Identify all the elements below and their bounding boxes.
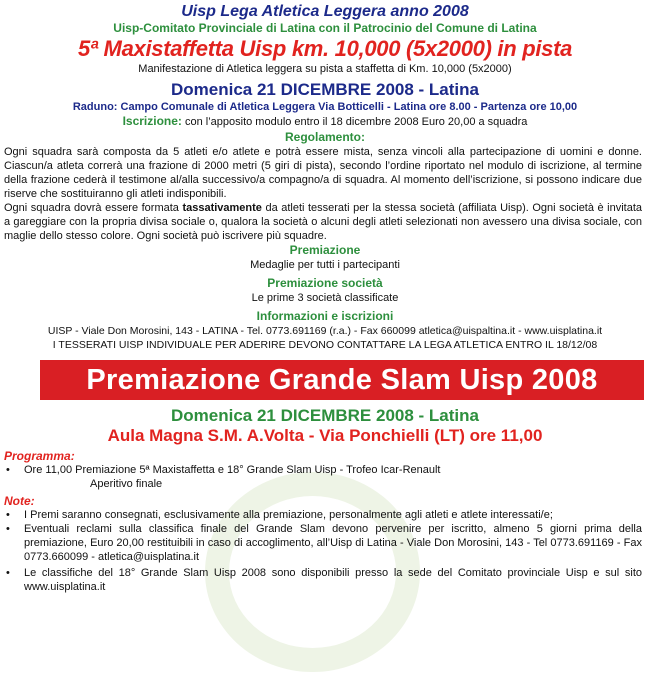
premiazione-heading: Premiazione bbox=[289, 243, 361, 257]
event-date: Domenica 21 DICEMBRE 2008 - Latina bbox=[171, 80, 479, 99]
grand-slam-venue: Aula Magna S.M. A.Volta - Via Ponchielli (LT) ore 11,00 bbox=[107, 426, 543, 445]
info-heading: Informazioni e iscrizioni bbox=[256, 309, 394, 323]
regolamento-heading: Regolamento: bbox=[284, 130, 365, 144]
bullet: • bbox=[6, 509, 10, 521]
league-line: Uisp Lega Atletica Leggera anno 2008 bbox=[181, 3, 469, 20]
iscrizione-label: Iscrizione: bbox=[122, 114, 182, 128]
note-item: • Le classifiche del 18° Grande Slam Uisp 2008 sono disponibili presso la sede del Comitato provinciale Uisp e sul sito www.uisplatina.it bbox=[6, 567, 642, 593]
programma-list bbox=[0, 463, 650, 491]
bullet: • bbox=[6, 567, 10, 579]
premiazione-societa-heading: Premiazione società bbox=[267, 276, 383, 290]
programma-label: Programma: bbox=[4, 449, 75, 463]
contacts-line: UISP - Viale Don Morosini, 143 - LATINA - Tel. 0773.691169 (r.a.) - Fax 660099 atletica@uispaltina.it - www.uisplatina.it bbox=[47, 325, 603, 337]
iscrizione-text: con l’apposito modulo entro il 18 dicembre 2008 Euro 20,00 a squadra bbox=[181, 116, 528, 128]
event-title: 5ª Maxistaffetta Uisp km. 10,000 (5x2000) in pista bbox=[77, 36, 573, 61]
notice-line: I TESSERATI UISP INDIVIDUALE PER ADERIRE DEVONO CONTATTARE LA LEGA ATLETICA ENTRO IL 18/12/08 bbox=[52, 339, 598, 351]
premiazione-societa-text: Le prime 3 società classificate bbox=[251, 292, 399, 304]
committee-line: Uisp-Comitato Provinciale di Latina con il Patrocinio del Comune di Latina bbox=[113, 21, 537, 35]
premiazione-text: Medaglie per tutti i partecipanti bbox=[250, 259, 400, 271]
flyer bbox=[0, 2, 650, 594]
regolamento-paragraph-1: Ogni squadra sarà composta da 5 atleti e/o atlete e potrà essere mista, senza vincoli alla partecipazione di uomini e donne. Ciascun/a atleta correrà una frazione di 2000 metri (5 giri di pista), secondo l’ordine riportato nel modulo di iscrizione, al termine della frazione cederà il testimone al/alla successivo/a compagno/a di squadra. Al momento dell’iscrizione, si possono indicare due riserve che sostituiranno gli atleti indisponibili. bbox=[4, 146, 642, 200]
iscrizione-line bbox=[0, 114, 650, 130]
bullet: • bbox=[6, 523, 10, 535]
programma-item: • Ore 11,00 Premiazione 5ª Maxistaffetta e 18° Grande Slam Uisp - Trofeo Icar-Renault Aperitivo finale bbox=[6, 464, 441, 490]
raduno-line: Raduno: Campo Comunale di Atletica Leggera Via Botticelli - Latina ore 8.00 - Partenza ore 10,00 bbox=[72, 101, 578, 113]
note-list bbox=[0, 508, 650, 594]
tassativamente-bold: tassativamente bbox=[182, 202, 262, 214]
grand-slam-date: Domenica 21 DICEMBRE 2008 - Latina bbox=[171, 406, 479, 425]
note-label: Note: bbox=[4, 494, 35, 508]
bullet: • bbox=[6, 464, 10, 476]
grand-slam-banner: Premiazione Grande Slam Uisp 2008 bbox=[40, 360, 644, 400]
note-item: • I Premi saranno consegnati, esclusivamente alla premiazione, personalmente agli atleti e atlete interessati/e; bbox=[6, 509, 553, 521]
note-item: • Eventuali reclami sulla classifica finale del Grande Slam devono pervenire per iscritto, almeno 5 giorni prima della premiazione, Euro 20,00 restituibili in caso di accoglimento, all’Uisp di Latina - Viale Don Morosini, 143 - Tel 0773.691169 - Fax 0773.660099 - atletica@uisplatina.it bbox=[6, 523, 642, 563]
event-subtitle: Manifestazione di Atletica leggera su pista a staffetta di Km. 10,000 (5x2000) bbox=[138, 63, 512, 75]
regolamento-paragraph-2: Ogni squadra dovrà essere formata tassativamente da atleti tesserati per la stessa società (affiliata Uisp). Ogni società è invitata a gareggiare con la propria divisa sociale o, qualora la società o alcuni degli atleti selezionati non avessero una divisa sociale, con maglie dello stesso colore. Ogni società può iscrivere più squadre. bbox=[4, 202, 642, 242]
